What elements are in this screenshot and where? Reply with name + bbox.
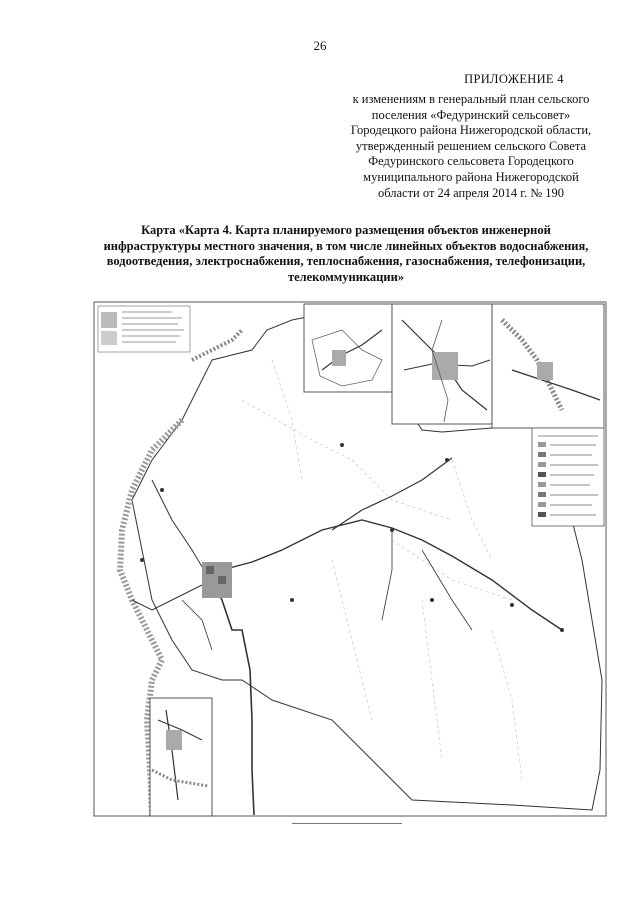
- appendix-title: ПРИЛОЖЕНИЕ 4: [464, 72, 564, 86]
- appendix-description: [340, 92, 602, 201]
- page-number: 26: [313, 38, 327, 53]
- footer-rule: [292, 823, 402, 824]
- appendix-line: Городецкого района Нижегородской области,: [350, 123, 592, 138]
- map-title: [86, 223, 606, 285]
- map-title-line: телекоммуникации»: [287, 269, 405, 284]
- appendix-line: к изменениям в генеральный план сельского: [352, 92, 590, 106]
- appendix-line: утвержденный решением сельского Совета: [355, 138, 587, 153]
- appendix-line: муниципального района Нижегородской: [363, 169, 579, 184]
- map-image: [92, 300, 608, 818]
- inset-lower-left: [150, 698, 212, 816]
- engineering-infrastructure-map: [92, 300, 608, 818]
- map-title-line: Карта «Карта 4. Карта планируемого размещения объектов инженерной: [141, 223, 551, 237]
- settlement-center: [202, 562, 232, 598]
- appendix-line: поселения «Федуринский сельсовет»: [371, 107, 571, 122]
- appendix-line: Федуринского сельсовета Городецкого: [368, 154, 574, 169]
- legend-box: [532, 428, 604, 526]
- appendix-line: области от 24 апреля 2014 г. № 190: [377, 185, 565, 200]
- map-title-line: инфраструктуры местного значения, в том числе линейных объектов водоснабжения,: [103, 238, 589, 253]
- map-title-line: водоотведения, электроснабжения, теплоснабжения, газоснабжения, телефонизации,: [106, 254, 586, 269]
